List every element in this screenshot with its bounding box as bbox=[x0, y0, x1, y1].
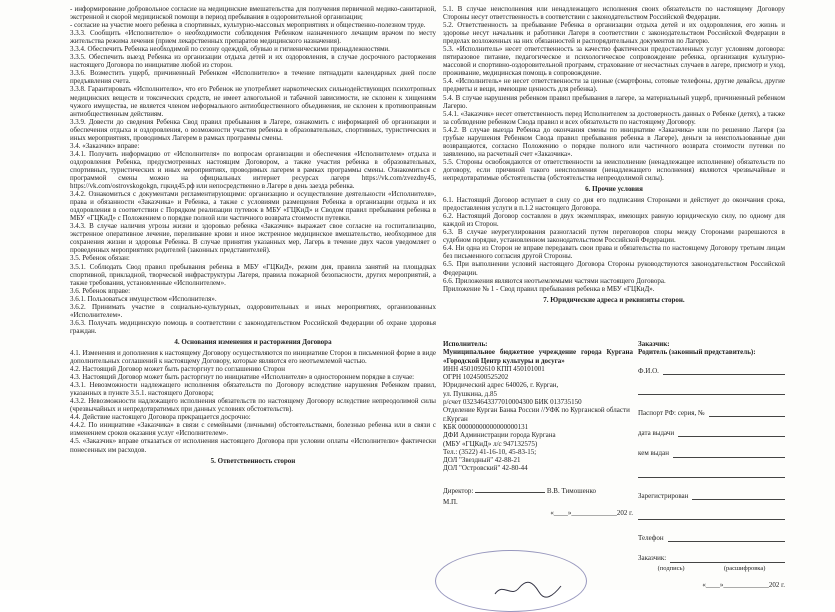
paragraph: 3.6.3. Получать медицинскую помощь в соответствии с законодательством Российской Федерации об охране здоровья граждан. bbox=[70, 318, 436, 335]
customer-subtitle: Родитель (законный представитель): bbox=[638, 348, 756, 357]
customer-title: Заказчик: bbox=[638, 340, 670, 348]
requisite-line: Юридический адрес 640026, г. Курган, bbox=[443, 381, 559, 390]
paragraph: 5.5. Стороны освобождаются от ответственности за неисполнение (ненадлежащее исполнение) обязательств по договору, если причиной такого неисполнения (ненадлежащего исполнения) являются чрезвычайные и непредотвратимые обстоятельства (обстоятельства непреодолимой силы). bbox=[443, 157, 785, 182]
director-name: В.В. Тимошенко bbox=[546, 486, 597, 495]
requisite-line: ул. Пушкина, д.85 bbox=[443, 389, 497, 398]
paragraph: - информирование добровольное согласие на медицинские вмешательства для получения первичной медико-санитарной, экстренной и скорой медицинской помощи в период пребывания в оздоровительной организации; bbox=[70, 5, 436, 22]
paragraph: 3.5. Ребенок обязан: bbox=[70, 254, 130, 263]
paragraph: 4.3. Настоящий Договор может быть расторгнут по инициативе «Исполнителя» в одностороннем порядке в случае: bbox=[70, 373, 415, 382]
customer-requisites bbox=[638, 340, 785, 589]
issue-date-field[interactable]: дата выдачи bbox=[638, 429, 785, 437]
paragraph: 6.3. В случае неурегулирования разногласий путем переговоров споры между Сторонами разрешаются в судебном порядке, установленном законодательством Российской Федерации. bbox=[443, 228, 785, 245]
signature-caption: (подпись) bbox=[657, 564, 685, 572]
director-line bbox=[443, 487, 633, 495]
paragraph: - согласие на участие моего ребенка в спортивных, культурно-массовых мероприятиях и общественно-полезном труде. bbox=[70, 21, 426, 30]
fio-field[interactable]: Ф.И.О. bbox=[638, 367, 785, 375]
paragraph: 4.3.2. Невозможности надлежащего исполнения обязательств по настоящему Договору вследствие непреодолимой силы (чрезвычайных и непредотвратимых при данных условиях обстоятельств). bbox=[70, 397, 436, 414]
paragraph: 3.3.6. Возместить ущерб, причиненный Ребенком «Исполнителю» в течение пятнадцати календарных дней после предъявления счета. bbox=[70, 69, 436, 86]
requisite-line: ДФИ Администрации города Кургана bbox=[443, 431, 556, 440]
executor-org: Муниципальное бюджетное учреждение города Кургана «Городской Центр культуры и досуга» bbox=[443, 348, 633, 365]
registration-field[interactable]: Зарегистрирован bbox=[638, 492, 785, 500]
stamp-label: М.П. bbox=[443, 498, 458, 507]
paragraph: 3.3.9. Довести до сведения Ребенка Свод правил пребывания в Лагере, ознакомить с информацией об организации и обеспечения отдыха и оздоровления, о возможности участия ребенка в образовательных, спортивных, туристических и иных мероприятиях, проводимых Лагерем в рамках программы смены. bbox=[70, 117, 436, 142]
section-heading: 4. Основания изменения и расторжения Договора bbox=[174, 337, 332, 346]
customer-date: «____»_____________202 г. bbox=[702, 580, 785, 589]
requisite-line: р/счет 03234643377010004300 БИК 013735150 bbox=[443, 398, 582, 407]
right-column bbox=[443, 5, 785, 307]
paragraph: 3.3.5. Обеспечить выезд Ребенка из организации отдыха детей и их оздоровления, в случае досрочного расторжения настоящего Договора по инициативе любой из сторон. bbox=[70, 53, 436, 70]
requisite-line: ИНН 4501092610 КПП 450101001 bbox=[443, 364, 545, 373]
paragraph: 3.4.3. В случае наличия угрозы жизни и здоровью ребенка «Заказчик» выражает свое согласие на госпитализацию, экстренное оперативное лечение, переливание крови и иное экстренное медицинское вмешательство, необходимое для сохранения жизни и здоровья Ребенка. В случае принятия указанных мер, Лагерь в течение двух часов уведомляет о проведенных мероприятиях родителей (законных представителей). bbox=[70, 222, 436, 255]
customer-signature-field[interactable]: Заказчик: bbox=[638, 554, 785, 562]
director-signature bbox=[493, 580, 563, 600]
paragraph: 6.5. При выполнении условий настоящего Договора Стороны руководствуются законодательством Российской Федерации. bbox=[443, 260, 785, 277]
requisite-line: ОГРН 1024500525202 bbox=[443, 373, 509, 382]
paragraph: 5.4.2. В случае выезда Ребенка до окончания смены по инициативе «Заказчика» или по решению Лагеря (за грубые нарушения Ребенком Свода правил пребывания ребенка в Лагере), деньги за неиспользованные дни возвращаются, согласно Положению о порядке полного или частичного возврата стоимости путевки по заявлению, на расчетный счет «Заказчика». bbox=[443, 125, 785, 158]
requisite-line: Отделение Курган Банка России //УФК по Курганской области г.Курган bbox=[443, 406, 630, 423]
paragraph: 5.2. Ответственность за пребывание Ребенка в организации отдыха детей и их оздоровления, его жизнь и здоровье несут начальник и работники Лагеря в соответствии с законодательством Российской Федерации в пределах возложенных на них обязанностей и распорядительных документов по Лагерю. bbox=[443, 21, 785, 46]
requisite-line: ДОЛ "Островский" 42-80-44 bbox=[443, 464, 528, 473]
paragraph: 3.6.1. Пользоваться имуществом «Исполнителя». bbox=[70, 294, 217, 303]
paragraph: 3.3.3. Сообщить «Исполнителю» о необходимости соблюдения Ребенком назначенного лечащим врачом по месту жительства режима лечения (прием лекарственных препаратов медицинского назначения). bbox=[70, 29, 436, 46]
paragraph: 3.4.1. Получить информацию от «Исполнителя» по вопросам организации и обеспечения «Исполнителем» отдыха и оздоровления Ребенка, предусмотренных настоящим Договором, а также участия ребенка в образовательных, спортивных, туристических и иных мероприятиях, проводимых лагерем в рамках программы смены. Ознакомиться с программой смены можно на официальных интернет ресурсах лагеря https://vk.com/zvezdny45, https://vk.com/ostrovskogokgn, гцкид45.рф или непосредственно в Лагере в день заезда ребенка. bbox=[70, 149, 436, 191]
executor-title: Исполнитель: bbox=[443, 340, 488, 348]
executor-requisites bbox=[443, 340, 633, 518]
section-heading: 7. Юридические адреса и реквизиты сторон. bbox=[543, 295, 685, 304]
paragraph: 5.4. В случае нарушения ребенком правил пребывания в лагере, за материальный ущерб, причиненный ребенком Лагерю. bbox=[443, 93, 785, 110]
paragraph: 6.6. Приложения являются неотъемлемыми частями настоящего Договора. bbox=[443, 276, 666, 285]
passport-field[interactable]: Паспорт РФ: серия, № bbox=[638, 409, 785, 417]
section-heading: 6. Прочие условия bbox=[585, 185, 643, 194]
paragraph: 3.4.2. Ознакомиться с документами регламентирующими: организацию и осуществление деятельности «Исполнителя», права и обязанности «Заказчика» и Ребенка, а также с условиями размещения Ребенка в организации отдыха и их оздоровления в соответствии с Порядком реализации путевок в МБУ «ГЦКиД» и Сводом правил пребывания ребенка в МБУ «ГЦКиД» с Положением о порядке полной или частичного возврата стоимости путевки. bbox=[70, 190, 436, 223]
paragraph: 5.1. В случае неисполнения или ненадлежащего исполнения своих обязательств по настоящему Договору Стороны несут ответственность в соответствии с законодательством Российской Федерации. bbox=[443, 5, 785, 22]
paragraph: Приложение № 1 - Свод правил пребывания ребенка в МБУ «ГЦКиД». bbox=[443, 284, 655, 293]
paragraph: 4.3.1. Невозможности надлежащего исполнения обязательств по Договору вследствие нарушения Ребенком правил, указанных в пункте 3.5.1. настоящего Договора; bbox=[70, 381, 436, 398]
issued-by-field[interactable]: кем выдан bbox=[638, 449, 785, 457]
paragraph: 5.4.1. «Заказчик» несет ответственность перед Исполнителем за достоверность данных о Ребенке (детях), а также за соблюдение ребенком Свода правил и всех обязательств по настоящему Договору. bbox=[443, 109, 785, 126]
section-heading: 5. Ответственность сторон bbox=[210, 456, 296, 465]
executor-date: «____»_____________202 г. bbox=[550, 509, 633, 518]
requisite-line: (МБУ «ГЦКиД» л/с 947132575) bbox=[443, 439, 538, 448]
requisite-line: КБК 00000000000000000131 bbox=[443, 422, 529, 431]
paragraph: 5.4. «Исполнитель» не несет ответственности за ценные (смартфоны, сотовые телефоны, другие девайсы, другие предметы и вещи, имеющие ценность для ребенка). bbox=[443, 77, 785, 94]
phone-field[interactable]: Телефон bbox=[638, 534, 785, 542]
requisite-line: Тел.: (3522) 41-16-10, 45-83-15; bbox=[443, 447, 537, 456]
paragraph: 3.4. «Заказчик» вправе: bbox=[70, 141, 140, 150]
paragraph: 4.4.2. По инициативе «Заказчика» в связи с семейными (личными) обстоятельствами, болезнью ребенка или в связи с изменением сроков оказания услуг «Исполнителем». bbox=[70, 421, 436, 438]
paragraph: 4.5. «Заказчик» вправе отказаться от исполнения настоящего Договора при условии оплаты «Исполнителю» фактически понесенных им расходов. bbox=[70, 437, 436, 454]
transcript-caption: (расшифровка) bbox=[723, 564, 766, 572]
paragraph: 4.4. Действие настоящего Договора прекращается досрочно: bbox=[70, 413, 251, 422]
paragraph: 6.4. Ни одна из Сторон не вправе передавать свои права и обязательства по настоящему Договору третьим лицам без письменного согласия другой Стороны. bbox=[443, 244, 785, 261]
paragraph: 3.3.4. Обеспечить Ребенка необходимой по сезону одеждой, обувью и гигиеническими принадлежностями. bbox=[70, 45, 390, 54]
paragraph: 3.5.1. Соблюдать Свод правил пребывания ребенка в МБУ «ГЦКиД», режим дня, правила занятий на площадках спортивной, прикладной, творческой инфраструктуры Лагеря, правила пожарной безопасности, других мероприятий, а также требования, установленные «Исполнителем». bbox=[70, 262, 436, 287]
left-column bbox=[70, 5, 436, 468]
paragraph: 5.3. «Исполнитель» несет ответственность за качество фактически предоставленных услуг условиям договора: пятиразовое питание, педагогическое и психологическое сопровождение ребенка, организация культурно-массовой и спортивно-оздоровительной программ, страхование от несчастных случаев в лагере, присмотр и уход, проживание, медицинская помощь в сопровождение. bbox=[443, 45, 785, 78]
paragraph: 3.3.8. Гарантировать «Исполнителю», что его Ребенок не употребляет наркотических сильнодействующих психотропных медицинских веществ и токсических средств, не имеет алкогольной и табачной зависимости, не склонен к хищениям чужого имущества, не является членом неформального антиобщественного объединения, не склонен к противоправным антиобщественным действиям. bbox=[70, 85, 436, 118]
paragraph: 4.1. Изменения и дополнения к настоящему Договору осуществляются по инициативе Сторон в письменной форме в виде дополнительных соглашений к настоящему Договору, которые являются его неотъемлемой частью. bbox=[70, 348, 436, 366]
paragraph: 4.2. Настоящий Договор может быть расторгнут по соглашению Сторон bbox=[70, 365, 285, 374]
paragraph: 6.1. Настоящий Договор вступает в силу со дня его подписания Сторонами и действует до окончания срока, предоставления услуги в п.1.2 настоящего Договора. bbox=[443, 196, 785, 213]
paragraph: 6.2. Настоящий Договор составлен в двух экземплярах, имеющих равную юридическую силу, по одному для каждой из Сторон. bbox=[443, 212, 785, 229]
paragraph: 3.6.2. Принимать участие в социально-культурных, оздоровительных и иных мероприятиях, организованных «Исполнителем». bbox=[70, 302, 436, 319]
paragraph: 3.6. Ребенок вправе: bbox=[70, 286, 131, 295]
director-label: Директор: bbox=[443, 486, 474, 495]
requisite-line: ДОЛ "Звездный" 42-88-21 bbox=[443, 456, 521, 465]
